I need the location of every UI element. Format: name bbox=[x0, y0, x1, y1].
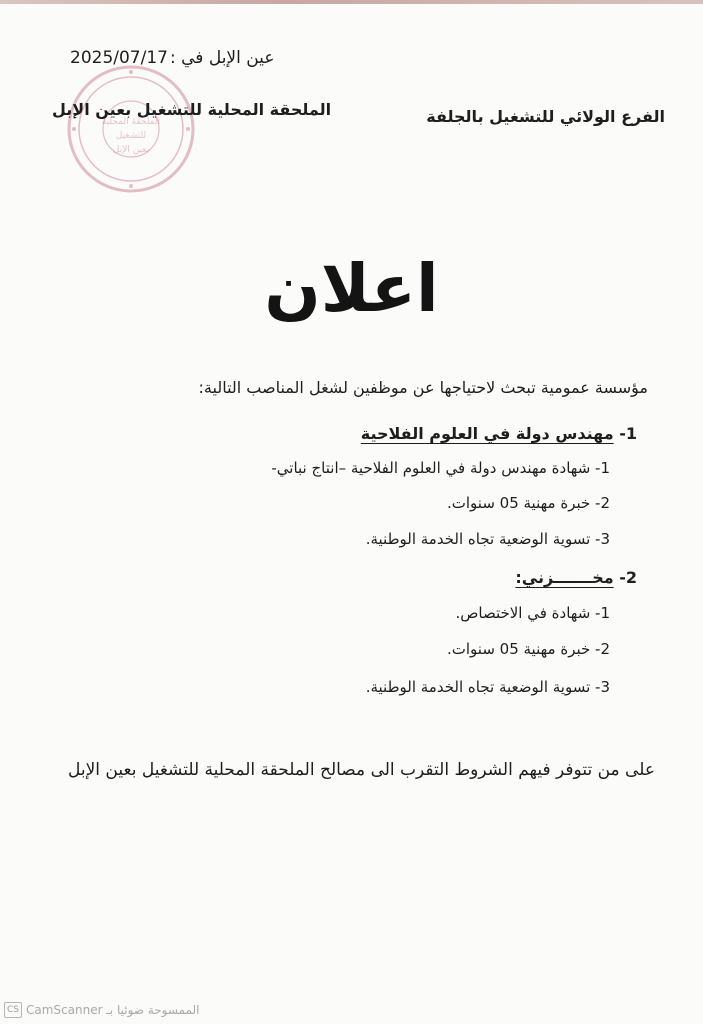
local-office-name: الملحقة المحلية للتشغيل بعين الإبل bbox=[52, 100, 332, 119]
requirement-1-2: 2- خبرة مهنية 05 سنوات. bbox=[446, 494, 610, 512]
announcement-title: اعلان bbox=[264, 250, 439, 327]
position-heading-1 bbox=[361, 424, 637, 443]
position-label-1: مهندس دولة في العلوم الفلاحية bbox=[360, 424, 614, 443]
camscanner-logo-icon: CS bbox=[4, 1002, 22, 1018]
position-label-2: مخـــــــزني: bbox=[515, 568, 614, 587]
requirement-1-1: 1- شهادة مهندس دولة في العلوم الفلاحية –انتاج نباتي- bbox=[271, 459, 610, 477]
regional-office-name: الفرع الولائي للتشغيل بالجلفة bbox=[426, 107, 665, 126]
requirement-2-3: 3- تسوية الوضعية تجاه الخدمة الوطنية. bbox=[365, 678, 610, 696]
stamp-text: الملحقة المحلية bbox=[101, 117, 161, 127]
intro-text: مؤسسة عمومية تبحث لاحتياجها عن موظفين لشغل المناصب التالية: bbox=[198, 378, 648, 397]
position-number-1: 1- bbox=[619, 424, 637, 443]
date-label: عين الإبل في : bbox=[169, 48, 275, 68]
svg-text:للتشغيل: للتشغيل bbox=[115, 131, 147, 141]
official-stamp bbox=[64, 62, 198, 196]
date-value: 2025/07/17 bbox=[70, 48, 168, 68]
svg-text:بعين الإبل: بعين الإبل bbox=[112, 145, 150, 155]
top-edge bbox=[0, 0, 703, 4]
position-number-2: 2- bbox=[619, 568, 637, 587]
requirement-2-1: 1- شهادة في الاختصاص. bbox=[455, 604, 610, 622]
scanner-watermark-text: CamScanner الممسوحة ضوئيا بـ bbox=[26, 1003, 200, 1017]
requirement-1-3: 3- تسوية الوضعية تجاه الخدمة الوطنية. bbox=[365, 530, 610, 548]
date-line bbox=[70, 48, 274, 68]
position-heading-2 bbox=[515, 568, 637, 587]
closing-text: على من تتوفر فيهم الشروط التقرب الى مصالح الملحقة المحلية للتشغيل بعين الإبل bbox=[68, 760, 655, 780]
scanner-watermark bbox=[4, 1002, 199, 1018]
requirement-2-2: 2- خبرة مهنية 05 سنوات. bbox=[446, 640, 610, 658]
